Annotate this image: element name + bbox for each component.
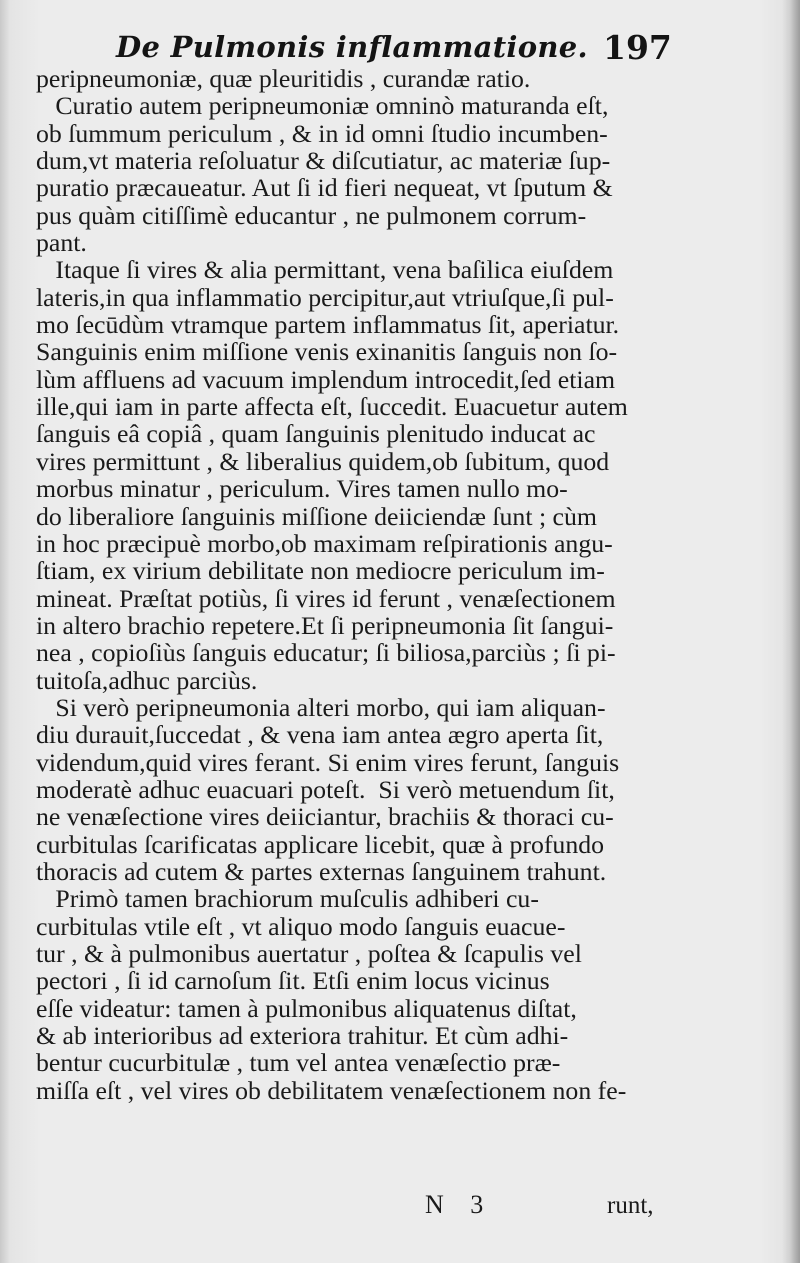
text-line: pectori , ſi id carnoſum ſit. Etſi enim locus vicinus [36, 966, 550, 996]
text-line: thoracis ad cutem & partes externas ſanguinem trahunt. [36, 856, 607, 886]
text-line: in altero brachio repetere.Et ſi peripneumonia ſit ſangui- [36, 610, 614, 640]
text-line: ſanguis eâ copiâ , quam ſanguinis plenitudo inducat ac [36, 419, 596, 449]
text-line: nea , copioſiùs ſanguis educatur; ſi biliosa,parciùs ; ſi pi- [36, 638, 616, 668]
text-line: diu durauit,ſuccedat , & vena iam antea ægro aperta ſit, [36, 720, 604, 750]
text-line: vires permittunt , & liberalius quidem,ob ſubitum, quod [36, 446, 610, 476]
text-line: ne venæſectione vires deiiciantur, brachiis & thoraci cu- [36, 802, 614, 832]
text-line: morbus minatur , periculum. Vires tamen nullo mo- [36, 474, 568, 504]
text-line: Curatio autem peripneumoniæ omninò maturanda eſt, [36, 91, 609, 121]
text-line: Primò tamen brachiorum muſculis adhiberi cu- [36, 884, 539, 914]
signature-mark: N 3 [425, 1190, 494, 1219]
body-text [36, 65, 668, 1104]
text-line: puratio præcaueatur. Aut ſi id fieri nequeat, vt ſputum & [36, 173, 613, 203]
text-line: mineat. Præſtat potiùs, ſi vires id ferunt , venæſectionem [36, 583, 616, 613]
text-line: dum,vt materia reſoluatur & diſcutiatur, ac materiæ ſup- [36, 146, 611, 176]
text-line: Si verò peripneumonia alteri morbo, qui iam aliquan- [36, 692, 606, 722]
text-line: curbitulas ſcarificatas applicare licebit, quæ à profundo [36, 829, 605, 859]
running-title: De Pulmonis inflammatione. [116, 30, 588, 64]
text-line: in hoc præcipuè morbo,ob maximam reſpirationis angu- [36, 528, 613, 558]
page-footer [0, 1190, 800, 1230]
text-line: lateris,in qua inflammatio percipitur,aut vtriuſque,ſi pul- [36, 282, 614, 312]
text-line: ob ſummum periculum , & in id omni ſtudio incumben- [36, 118, 608, 148]
text-line: mo ſecūdùm vtramque partem inflammatus ſit, aperiatur. [36, 310, 620, 340]
text-line: do liberaliore ſanguinis miſſione deiiciendæ ſunt ; cùm [36, 501, 597, 531]
catchword: runt, [607, 1192, 654, 1219]
text-line: tuitoſa,adhuc parciùs. [36, 665, 258, 695]
page-number: 197 [603, 28, 672, 67]
text-line: & ab interioribus ad exteriora trahitur. Et cùm adhi- [36, 1021, 569, 1051]
text-line: curbitulas vtile eſt , vt aliquo modo ſanguis euacue- [36, 911, 566, 941]
text-line: tur , & à pulmonibus auertatur , poſtea & ſcapulis vel [36, 939, 582, 968]
text-line: eſſe videatur: tamen à pulmonibus aliquatenus diſtat, [36, 993, 577, 1023]
text-line: ſtiam, ex virium debilitate non mediocre periculum im- [36, 556, 605, 586]
text-line: moderatè adhuc euacuari poteſt. Si verò metuendum ſit, [36, 774, 615, 804]
text-line: videndum,quid vires ferant. Si enim vires ferunt, ſanguis [36, 747, 620, 777]
text-line: bentur cucurbitulæ , tum vel antea venæſectio præ- [36, 1048, 561, 1078]
text-line: Itaque ſi vires & alia permittant, vena baſilica eiuſdem [36, 255, 614, 285]
text-line: peripneumoniæ, quæ pleuritidis , curandæ ratio. [36, 64, 531, 93]
text-line: miſſa eſt , vel vires ob debilitatem venæſectionem non fe- [36, 1075, 627, 1105]
text-line: lùm affluens ad vacuum implendum introcedit,ſed etiam [36, 364, 616, 394]
text-line: Sanguinis enim miſſione venis exinanitis ſanguis non ſo- [36, 337, 618, 367]
text-line: ille,qui iam in parte affecta eſt, ſuccedit. Euacuetur autem [36, 392, 628, 422]
page-edge-shadow [782, 0, 800, 1263]
text-line: pant. [36, 228, 87, 258]
text-line: pus quàm citiſſimè educantur , ne pulmonem corrum- [36, 200, 587, 230]
